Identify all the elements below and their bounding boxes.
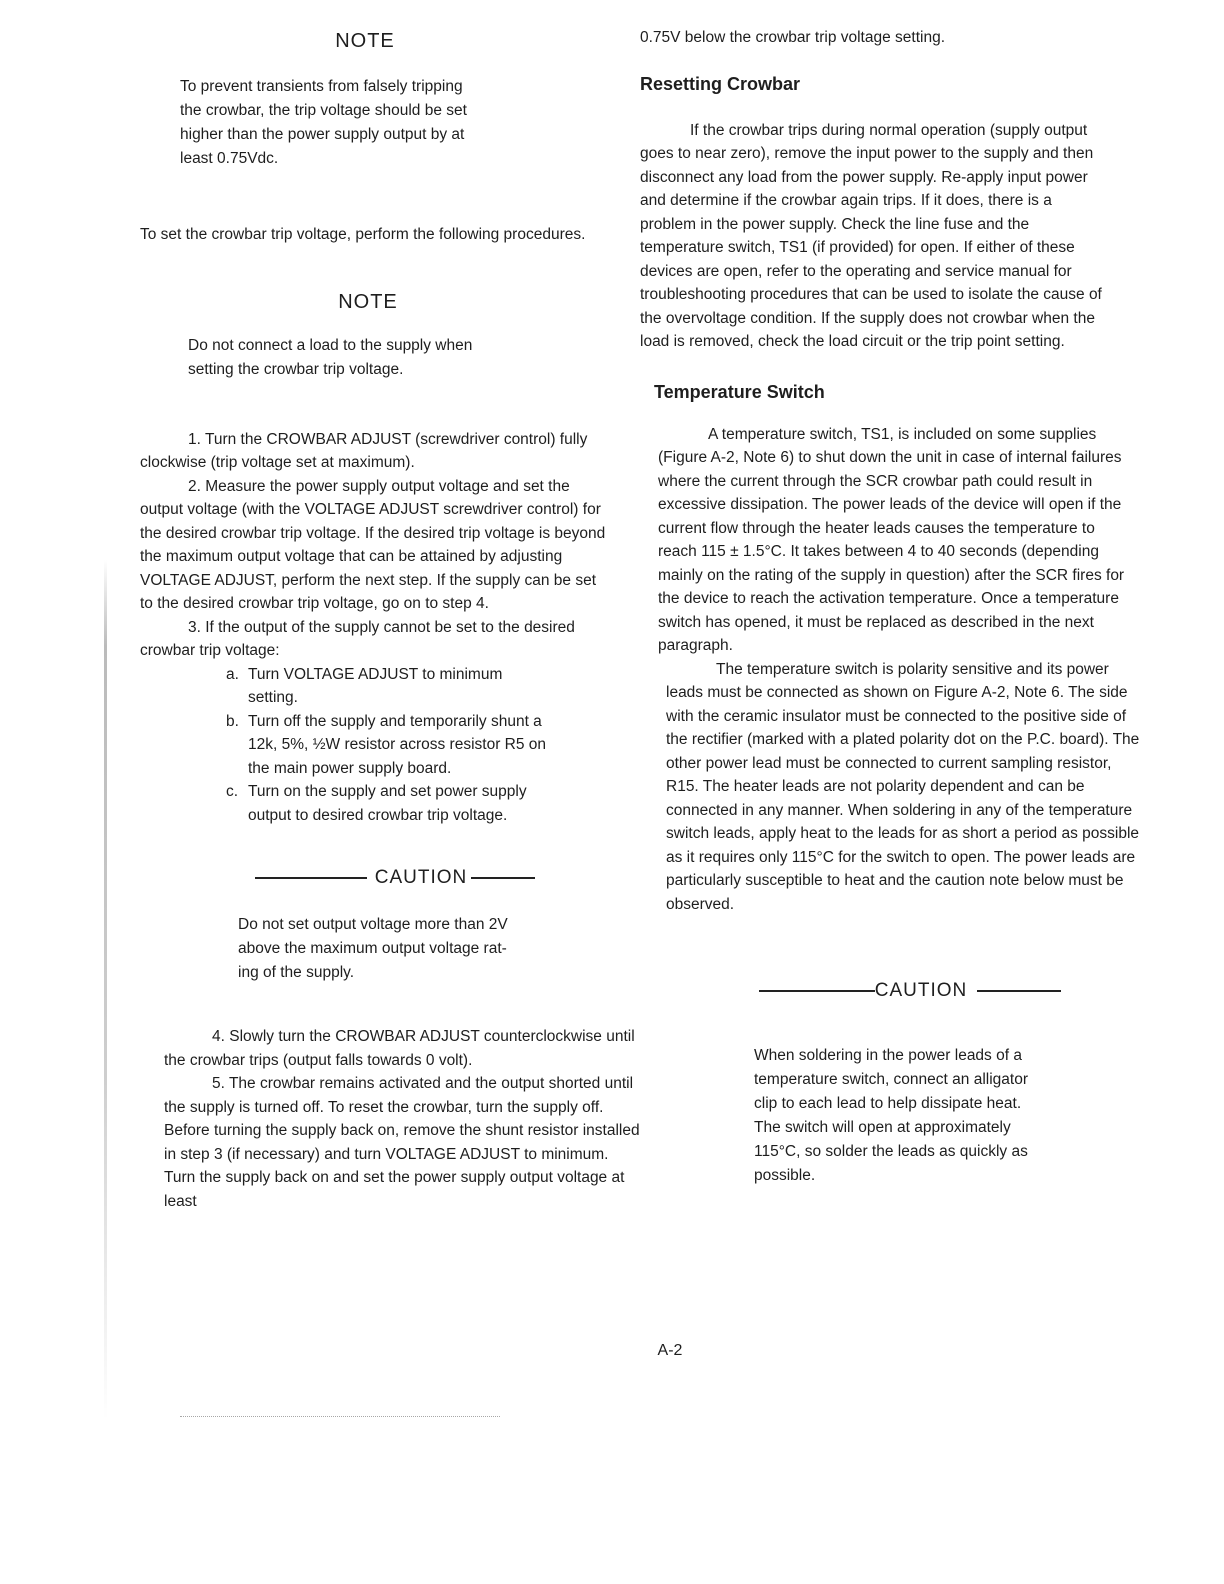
procedure-step: 2. Measure the power supply output voltage and set the output voltage (with the VOLTAGE ADJUST screwdriver control) for the desired crowbar trip voltage. If the desired trip voltage is beyond the maximum output voltage that can be attained by adjusting VOLTAGE ADJUST, perform the next step. If the supply can be set to the desired crowbar trip voltage, go on to step 4.	[140, 477, 606, 612]
procedure-substeps	[226, 663, 556, 828]
note-1-line: To prevent transients from falsely tripping	[180, 78, 463, 95]
note-2-line: setting the crowbar trip voltage.	[188, 360, 404, 378]
caution-rule-right	[977, 990, 1061, 992]
caution-rule-left	[759, 990, 875, 992]
temperature-switch-paragraph-2: The temperature switch is polarity sensitive and its power leads must be connected as shown on Figure A-2, Note 6. The side with the ceramic insulator must be connected to the positive side of the rectifier (marked with a plated polarity dot on the P.C. board). The other power lead must be connected to current sampling resistor, R15. The heater leads are not polarity dependent and can be connected in any manner. When soldering in any of the temperature switch leads, apply heat to the leads for as short a period as possible as it requires only 115°C for the switch to open. The power leads are particularly susceptible to heat and the caution note below must be observed.	[666, 660, 1140, 913]
caution-line: temperature switch, connect an alligator	[754, 1071, 1028, 1088]
caution-line: ing of the supply.	[238, 964, 355, 981]
procedure-step: 4. Slowly turn the CROWBAR ADJUST counterclockwise until the crowbar trips (output falls towards 0 volt).	[164, 1028, 635, 1069]
note-2-line: Do not connect a load to the supply when	[188, 336, 473, 354]
caution-heading	[230, 867, 560, 889]
procedure-step: 3. If the output of the supply cannot be set to the desired crowbar trip voltage:	[140, 618, 575, 659]
caution-body	[238, 913, 560, 985]
intro-paragraph: To set the crowbar trip voltage, perform the following procedures.	[140, 226, 586, 243]
caution-line: 115°C, so solder the leads as quickly as	[754, 1143, 1028, 1160]
caution-rule-right	[471, 877, 535, 879]
substep-text: Turn VOLTAGE ADJUST to minimum setting.	[248, 665, 503, 706]
right-column	[640, 26, 1140, 1188]
procedure-steps	[140, 428, 608, 663]
note-1-line: higher than the power supply output by at	[180, 126, 465, 143]
resetting-crowbar-paragraph: If the crowbar trips during normal operation (supply output goes to near zero), remove the input power to the supply and then disconnect any load from the power supply. Re-apply input power and determine if the crowbar again trips. If it does, there is a problem in the power supply. Check the line fuse and the temperature switch, TS1 (if provided) for open. If either of these devices are open, refer to the operating and service manual for troubleshooting procedures that can be used to isolate the cause of the overvoltage condition. If the supply does not crowbar when the load is removed, check the load circuit or the trip point setting.	[640, 121, 1102, 350]
note-block-1	[180, 30, 560, 171]
temperature-switch-paragraph-1: A temperature switch, TS1, is included on some supplies (Figure A-2, Note 6) to shut down the unit in case of internal failures where the current through the SCR crowbar path could result in excessive dissipation. The power leads of the device will open if the current flow through the heater leads causes the temperature to reach 115 ± 1.5°C. It takes between 4 to 40 seconds (depending mainly on the rating of the supply in question) after the SCR fires for the device to reach the activation temperature. Once a temperature switch has opened, it must be replaced as described in the next paragraph.	[658, 425, 1125, 654]
caution-line: Do not set output voltage more than 2V	[238, 916, 508, 933]
procedure-steps-continued	[164, 1025, 642, 1213]
substep-item	[226, 780, 556, 827]
continuation-line: 0.75V below the crowbar trip voltage setting.	[640, 29, 946, 46]
caution-block-right	[750, 980, 1070, 1188]
substep-letter: c.	[226, 783, 239, 800]
note-2-title: NOTE	[338, 290, 398, 313]
note-1-line: least 0.75Vdc.	[180, 150, 279, 167]
caution-line: above the maximum output voltage rat-	[238, 940, 507, 957]
temperature-switch-heading: Temperature Switch	[654, 381, 825, 402]
caution-line: possible.	[754, 1167, 816, 1184]
page-number: A-2	[657, 1342, 683, 1359]
substep-text: Turn on the supply and set power supply output to desired crowbar trip voltage.	[248, 783, 527, 824]
scan-bottom-mark	[180, 1416, 500, 1418]
caution-line: The switch will open at approximately	[754, 1119, 1011, 1136]
caution-title: CAUTION	[374, 867, 468, 888]
left-column	[140, 30, 640, 1213]
substep-letter: b.	[226, 712, 239, 730]
caution-title: CAUTION	[874, 980, 968, 1001]
caution-body	[754, 1044, 1070, 1188]
caution-block-left	[230, 867, 560, 985]
caution-rule-left	[255, 877, 367, 879]
note-2-body	[188, 334, 548, 382]
resetting-crowbar-heading: Resetting Crowbar	[640, 73, 801, 94]
procedure-step: 1. Turn the CROWBAR ADJUST (screwdriver control) fully clockwise (trip voltage set at maximum).	[140, 430, 588, 471]
substep-letter: a.	[226, 665, 239, 683]
note-1-line: the crowbar, the trip voltage should be set	[180, 102, 467, 119]
note-block-2	[188, 291, 548, 382]
note-1-title: NOTE	[335, 30, 395, 52]
note-1-body	[180, 75, 560, 171]
substep-item	[226, 663, 556, 710]
caution-heading	[750, 980, 1070, 1002]
scan-edge-mark	[104, 560, 107, 1420]
substep-item	[226, 710, 556, 781]
caution-line: clip to each lead to help dissipate heat.	[754, 1095, 1022, 1112]
substep-text: Turn off the supply and temporarily shunt a 12k, 5%, ½W resistor across resistor R5 on the main power supply board.	[248, 712, 547, 777]
procedure-step: 5. The crowbar remains activated and the output shorted until the supply is turned off. To reset the crowbar, turn the supply off. Before turning the supply back on, remove the shunt resistor installed in step 3 (if necessary) and turn VOLTAGE ADJUST to minimum. Turn the supply back on and set the power supply output voltage at least	[164, 1075, 640, 1210]
caution-line: When soldering in the power leads of a	[754, 1047, 1022, 1064]
